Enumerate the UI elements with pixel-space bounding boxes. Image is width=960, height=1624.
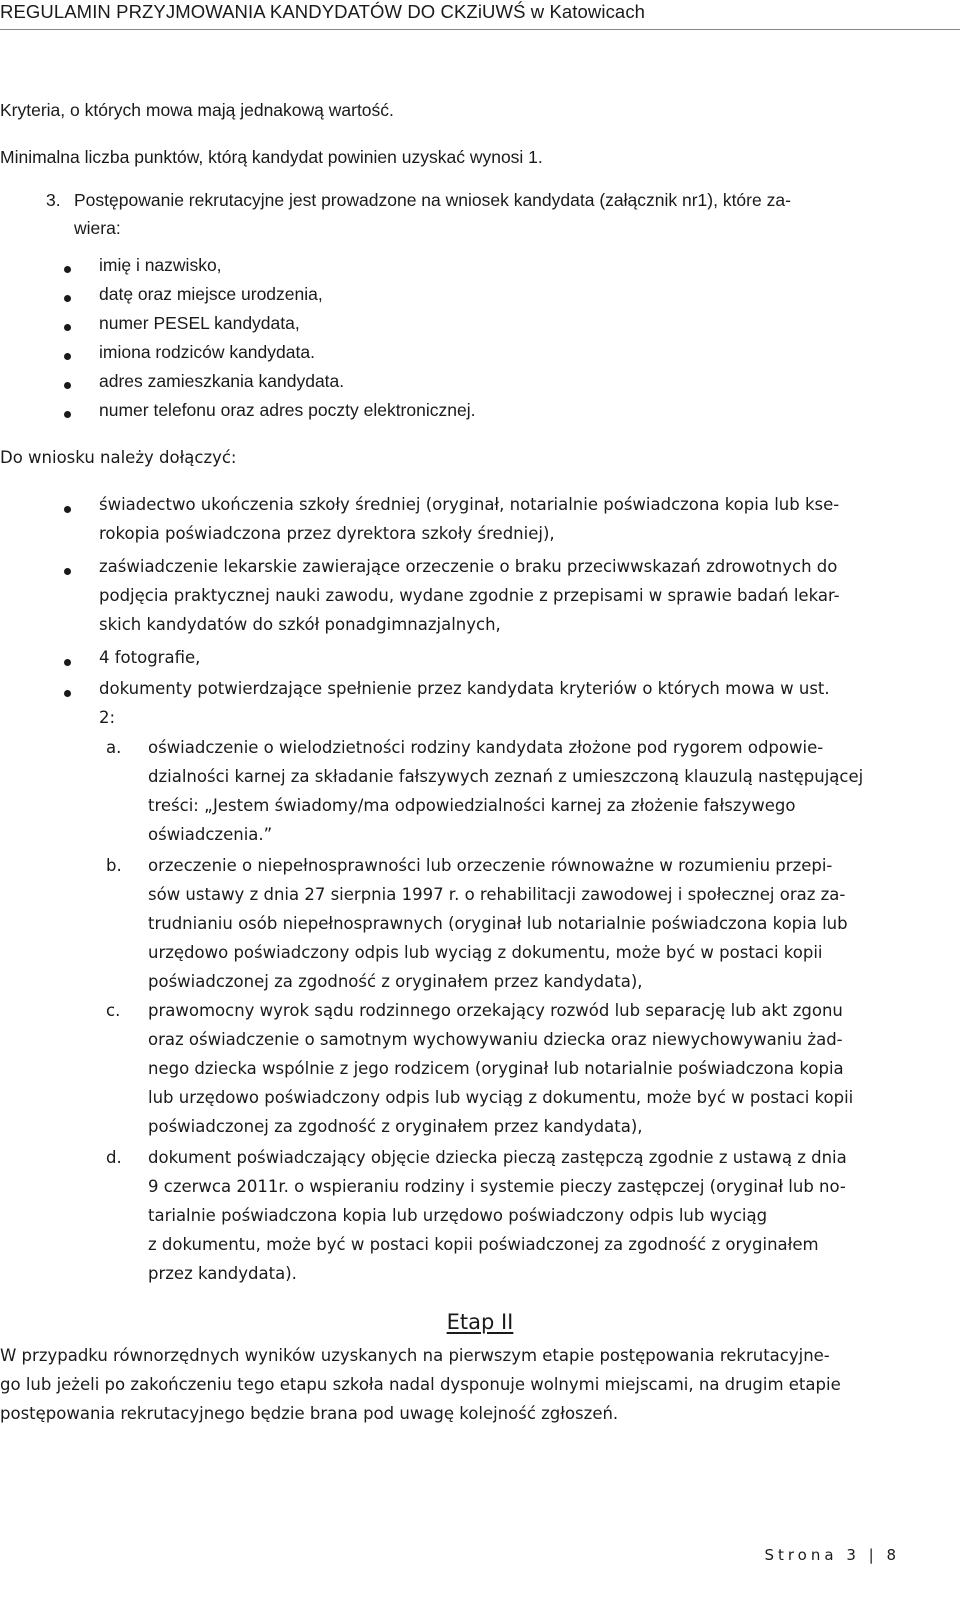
bullet-icon	[64, 353, 71, 360]
list-item: imię i nazwisko,	[99, 255, 222, 275]
subitem-label: c.	[106, 1001, 121, 1020]
intro-line-2: Minimalna liczba punktów, którą kandydat powinien uzyskać wynosi 1.	[0, 147, 543, 167]
bullet-icon	[64, 568, 71, 575]
header-title: REGULAMIN PRZYJMOWANIA KANDYDATÓW DO CKZiUWŚ w Katowicach	[0, 1, 646, 22]
subitem-line: 9 czerwca 2011r. o wspieraniu rodziny i systemie pieczy zastępczej (oryginał lub no-	[148, 1177, 846, 1196]
subitem-line: oświadczenia.”	[148, 825, 273, 844]
subitem-label: a.	[106, 738, 122, 757]
bullet-icon	[64, 295, 71, 302]
subitem-line: trudnianiu osób niepełnosprawnych (oryginał lub notarialnie poświadczona kopia lub	[148, 914, 848, 933]
bullet-icon	[64, 266, 71, 273]
subitem-line: tarialnie poświadczona kopia lub urzędowo poświadczony odpis lub wyciąg	[148, 1206, 768, 1225]
list-item-line: dokumenty potwierdzające spełnienie przez kandydata kryteriów o których mowa w ust.	[99, 679, 830, 698]
bullet-icon	[64, 659, 71, 666]
list-item: imiona rodziców kandydata.	[99, 342, 315, 362]
list-item-line: zaświadczenie lekarskie zawierające orzeczenie o braku przeciwwskazań zdrowotnych do	[99, 557, 838, 576]
subitem-line: dzialności karnej za składanie fałszywych zeznań z umieszczoną klauzulą następującej	[148, 767, 864, 786]
paragraph-line: go lub jeżeli po zakończeniu tego etapu szkoła nadal dysponuje wolnymi miejscami, na drugim etapie	[0, 1375, 841, 1394]
subitem-line: treści: „Jestem świadomy/ma odpowiedzialności karnej za złożenie fałszywego	[148, 796, 796, 815]
subitem-line: lub urzędowo poświadczony odpis lub wyciąg z dokumentu, może być w postaci kopii	[148, 1088, 854, 1107]
bullet-icon	[64, 411, 71, 418]
paragraph-line: W przypadku równorzędnych wyników uzyskanych na pierwszym etapie postępowania rekrutacyjne-	[0, 1346, 830, 1365]
subitem-label: d.	[106, 1148, 122, 1167]
list-item-line: rokopia poświadczona przez dyrektora szkoły średniej),	[99, 524, 555, 543]
header-divider	[0, 29, 960, 30]
bullet-icon	[64, 506, 71, 513]
list-item-line: świadectwo ukończenia szkoły średniej (oryginał, notarialnie poświadczona kopia lub kse-	[99, 495, 840, 514]
subitem-line: urzędowo poświadczony odpis lub wyciąg z dokumentu, może być w postaci kopii	[148, 943, 823, 962]
list-item: adres zamieszkania kandydata.	[99, 371, 345, 391]
attachments-heading: Do wniosku należy dołączyć:	[0, 448, 237, 467]
subitem-line: prawomocny wyrok sądu rodzinnego orzekający rozwód lub separację lub akt zgonu	[148, 1001, 843, 1020]
section-3-line-1: Postępowanie rekrutacyjne jest prowadzone na wniosek kandydata (załącznik nr1), które za-	[74, 190, 791, 210]
section-number: 3.	[46, 190, 61, 210]
subitem-line: oświadczenie o wielodzietności rodziny kandydata złożone pod rygorem odpowie-	[148, 738, 824, 757]
list-item: datę oraz miejsce urodzenia,	[99, 284, 323, 304]
list-item: numer telefonu oraz adres poczty elektronicznej.	[99, 400, 476, 420]
page-header	[0, 0, 960, 30]
bullet-icon	[64, 690, 71, 697]
subitem-line: sów ustawy z dnia 27 sierpnia 1997 r. o rehabilitacji zawodowej i społecznej oraz za-	[148, 885, 846, 904]
subitem-line: nego dziecka wspólnie z jego rodzicem (oryginał lub notarialnie poświadczona kopia	[148, 1059, 844, 1078]
subitem-line: przez kandydata).	[148, 1264, 297, 1283]
subitem-line: z dokumentu, może być w postaci kopii poświadczonej za zgodność z oryginałem	[148, 1235, 819, 1254]
list-item-line: skich kandydatów do szkół ponadgimnazjalnych,	[99, 615, 501, 634]
subitem-line: dokument poświadczający objęcie dziecka pieczą zastępczą zgodnie z ustawą z dnia	[148, 1148, 847, 1167]
list-item-line: 2:	[99, 708, 116, 727]
subitem-line: poświadczonej za zgodność z oryginałem przez kandydata),	[148, 972, 643, 991]
bullet-icon	[64, 324, 71, 331]
list-item-line: podjęcia praktycznej nauki zawodu, wydane zgodnie z przepisami w sprawie badań lekar-	[99, 586, 840, 605]
subitem-line: oraz oświadczenie o samotnym wychowywaniu dziecka oraz niewychowywaniu żad-	[148, 1030, 843, 1049]
bullet-icon	[64, 382, 71, 389]
subitem-line: poświadczonej za zgodność z oryginałem przez kandydata),	[148, 1117, 643, 1136]
section-3-line-2: wiera:	[74, 218, 121, 238]
etap-2-section	[0, 1310, 960, 1334]
paragraph-line: postępowania rekrutacyjnego będzie brana pod uwagę kolejność zgłoszeń.	[0, 1404, 619, 1423]
list-item-line: 4 fotografie,	[99, 648, 201, 667]
page-number: Strona 3 | 8	[764, 1546, 900, 1564]
intro-line-1: Kryteria, o których mowa mają jednakową wartość.	[0, 100, 394, 120]
list-item: numer PESEL kandydata,	[99, 313, 300, 333]
subitem-label: b.	[106, 856, 122, 875]
etap-2-heading: Etap II	[446, 1310, 514, 1334]
subitem-line: orzeczenie o niepełnosprawności lub orzeczenie równoważne w rozumieniu przepi-	[148, 856, 833, 875]
